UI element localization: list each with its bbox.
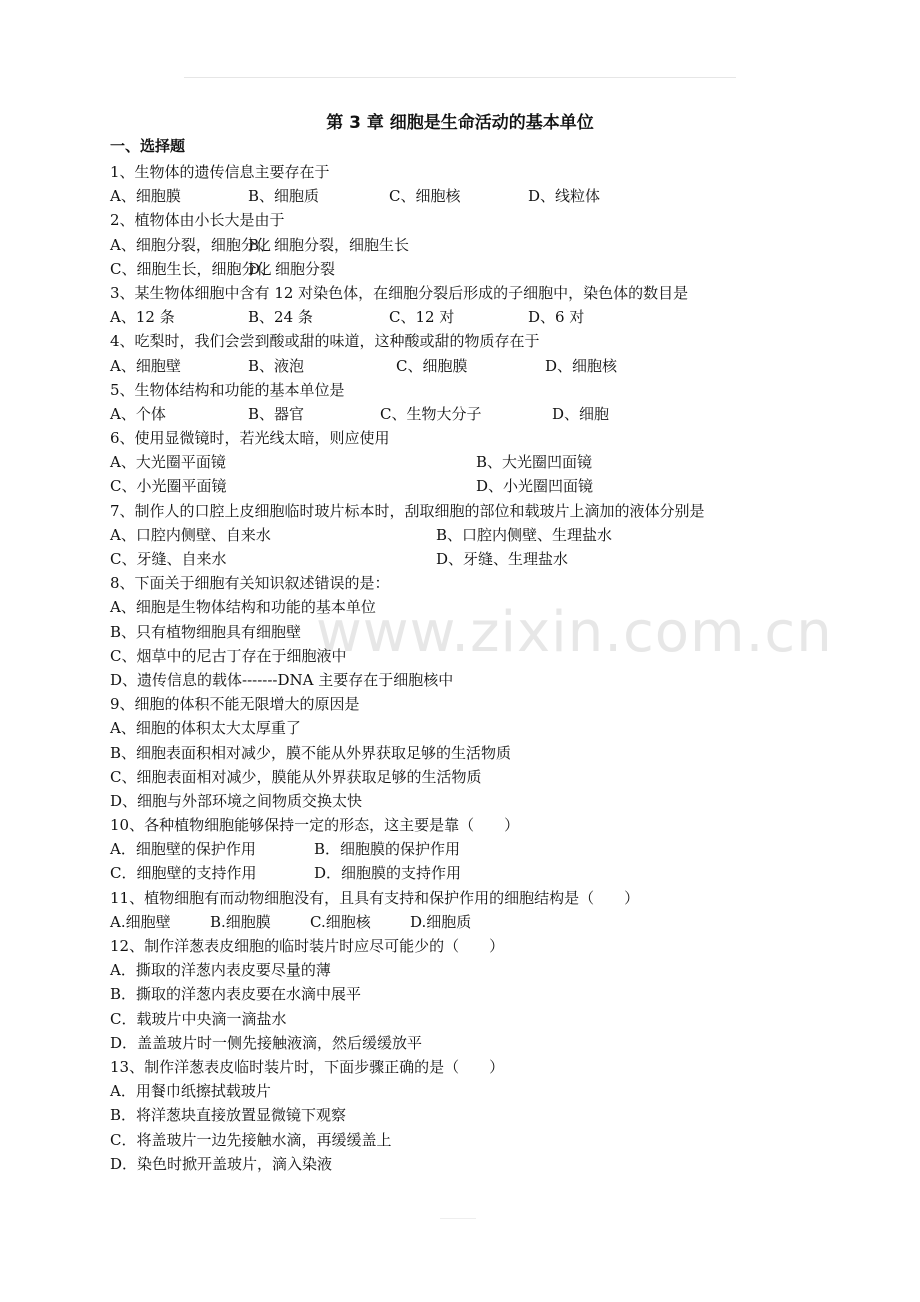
option-text: A、大光圈平面镜 bbox=[110, 453, 226, 472]
text-line bbox=[110, 1128, 790, 1152]
option-text: C、12 对 bbox=[389, 308, 455, 327]
option-text: A、细胞分裂，细胞分化 bbox=[110, 235, 271, 254]
line-text: 8、下面关于细胞有关知识叙述错误的是： bbox=[110, 574, 390, 593]
line-text: A、细胞是生物体结构和功能的基本单位 bbox=[110, 598, 376, 617]
option-row bbox=[110, 910, 790, 934]
line-text: 1、生物体的遗传信息主要存在于 bbox=[110, 163, 330, 181]
line-text: A．撕取的洋葱内表皮要尽量的薄 bbox=[110, 961, 331, 980]
text-line bbox=[110, 813, 790, 837]
option-text: A、细胞膜 bbox=[110, 187, 181, 206]
text-line bbox=[110, 1031, 790, 1055]
line-text: B、只有植物细胞具有细胞壁 bbox=[110, 622, 302, 641]
option-text: C、细胞生长，细胞分化 bbox=[110, 259, 272, 278]
option-text: D．细胞膜的支持作用 bbox=[314, 864, 462, 883]
option-text: A．细胞壁的保护作用 bbox=[110, 840, 256, 859]
line-text: C．载玻片中央滴一滴盐水 bbox=[110, 1009, 287, 1028]
line-text: 10、各种植物细胞能够保持一定的形态，这主要是靠（ ） bbox=[110, 816, 520, 835]
line-text: A．用餐巾纸擦拭载玻片 bbox=[110, 1082, 271, 1101]
section-heading: 一、选择题 bbox=[110, 137, 186, 155]
text-line bbox=[110, 716, 790, 740]
text-line bbox=[110, 644, 790, 668]
option-row bbox=[110, 257, 790, 281]
option-text: B、液泡 bbox=[248, 356, 305, 375]
option-row bbox=[110, 450, 790, 474]
line-text: 13、制作洋葱表皮临时装片时，下面步骤正确的是（ ） bbox=[110, 1057, 505, 1076]
text-line bbox=[110, 692, 790, 716]
text-line bbox=[110, 1007, 790, 1031]
line-text: D．染色时掀开盖玻片，滴入染液 bbox=[110, 1154, 333, 1173]
text-line bbox=[110, 571, 790, 595]
header-rule bbox=[184, 77, 736, 78]
option-text: B、细胞质 bbox=[248, 187, 320, 206]
page-title: 第 3 章 细胞是生命活动的基本单位 bbox=[326, 113, 594, 133]
text-line bbox=[110, 620, 790, 644]
option-text: B、器官 bbox=[248, 404, 305, 423]
option-text: C、细胞核 bbox=[389, 187, 461, 206]
line-text: 3、某生物体细胞中含有 12 对染色体，在细胞分裂后形成的子细胞中，染色体的数目是 bbox=[110, 283, 689, 302]
option-row bbox=[110, 184, 790, 208]
text-line bbox=[110, 958, 790, 982]
option-text: C、牙缝、自来水 bbox=[110, 550, 227, 568]
line-text: B．撕取的洋葱内表皮要在水滴中展平 bbox=[110, 985, 362, 1004]
text-line bbox=[110, 982, 790, 1006]
option-text: C.细胞核 bbox=[310, 912, 371, 931]
line-text: 9、细胞的体积不能无限增大的原因是 bbox=[110, 695, 360, 714]
footer-mark bbox=[440, 1218, 476, 1219]
text-line bbox=[110, 499, 790, 523]
line-text: 5、生物体结构和功能的基本单位是 bbox=[110, 380, 345, 399]
text-line bbox=[110, 595, 790, 619]
text-line bbox=[110, 329, 790, 353]
line-text: 4、吃梨时，我们会尝到酸或甜的味道，这种酸或甜的物质存在于 bbox=[110, 332, 540, 351]
text-line bbox=[110, 1055, 790, 1079]
option-text: B、口腔内侧壁、生理盐水 bbox=[436, 525, 613, 544]
text-line bbox=[110, 281, 790, 305]
text-line bbox=[110, 886, 790, 910]
line-text: A、细胞的体积太大太厚重了 bbox=[110, 719, 301, 738]
text-line bbox=[110, 765, 790, 789]
line-text: D、遗传信息的载体-------DNA 主要存在于细胞核中 bbox=[110, 670, 454, 689]
line-text: 7、制作人的口腔上皮细胞临时玻片标本时，刮取细胞的部位和载玻片上滴加的液体分别是 bbox=[110, 501, 705, 520]
option-text: B.细胞膜 bbox=[210, 912, 271, 931]
line-text: 6、使用显微镜时，若光线太暗，则应使用 bbox=[110, 429, 390, 448]
text-line bbox=[110, 426, 790, 450]
text-line bbox=[110, 1152, 790, 1176]
text-line bbox=[110, 160, 790, 184]
option-text: B．细胞膜的保护作用 bbox=[314, 840, 461, 859]
option-row bbox=[110, 861, 790, 885]
option-row bbox=[110, 354, 790, 378]
text-line bbox=[110, 668, 790, 692]
option-text: C、细胞膜 bbox=[396, 356, 468, 375]
option-text: D.细胞质 bbox=[410, 912, 472, 931]
option-text: A、个体 bbox=[110, 404, 166, 423]
text-line bbox=[110, 208, 790, 232]
option-text: B、细胞分裂，细胞生长 bbox=[248, 235, 410, 254]
line-text: C、细胞表面相对减少，膜能从外界获取足够的生活物质 bbox=[110, 767, 482, 786]
option-text: D、细胞分裂 bbox=[248, 259, 336, 278]
option-text: A、口腔内侧壁、自来水 bbox=[110, 525, 271, 544]
option-row bbox=[110, 402, 790, 426]
option-row bbox=[110, 547, 790, 571]
option-text: D、牙缝、生理盐水 bbox=[436, 550, 569, 568]
line-text: D、细胞与外部环境之间物质交换太快 bbox=[110, 791, 363, 810]
option-row bbox=[110, 233, 790, 257]
option-row bbox=[110, 305, 790, 329]
option-text: D、6 对 bbox=[528, 308, 585, 327]
option-row bbox=[110, 474, 790, 498]
line-text: D．盖盖玻片时一侧先接触液滴，然后缓缓放平 bbox=[110, 1033, 423, 1052]
line-text: B．将洋葱块直接放置显微镜下观察 bbox=[110, 1106, 347, 1125]
option-text: B、大光圈凹面镜 bbox=[476, 453, 593, 472]
option-text: D、小光圈凹面镜 bbox=[476, 477, 594, 496]
option-text: D、细胞核 bbox=[545, 356, 618, 375]
line-text: B、细胞表面积相对减少，膜不能从外界获取足够的生活物质 bbox=[110, 743, 512, 762]
option-row bbox=[110, 523, 790, 547]
option-row bbox=[110, 837, 790, 861]
line-text: 12、制作洋葱表皮细胞的临时装片时应尽可能少的（ ） bbox=[110, 937, 505, 955]
option-text: A、12 条 bbox=[110, 308, 175, 327]
option-text: D、线粒体 bbox=[528, 187, 601, 206]
text-line bbox=[110, 789, 790, 813]
text-line bbox=[110, 1103, 790, 1127]
watermark: www.zixin.com.cn bbox=[316, 600, 833, 665]
option-text: C、生物大分子 bbox=[380, 404, 482, 423]
option-text: C、小光圈平面镜 bbox=[110, 477, 227, 496]
option-text: C．细胞壁的支持作用 bbox=[110, 864, 257, 883]
text-line bbox=[110, 1079, 790, 1103]
text-line bbox=[110, 378, 790, 402]
text-line bbox=[110, 741, 790, 765]
text-line bbox=[110, 934, 790, 958]
line-text: C、烟草中的尼古丁存在于细胞液中 bbox=[110, 646, 347, 665]
line-text: C．将盖玻片一边先接触水滴，再缓缓盖上 bbox=[110, 1130, 392, 1149]
option-text: A、细胞壁 bbox=[110, 356, 181, 375]
line-text: 11、植物细胞有而动物细胞没有，且具有支持和保护作用的细胞结构是（ ） bbox=[110, 888, 640, 907]
option-text: B、24 条 bbox=[248, 308, 313, 327]
question-list bbox=[110, 160, 790, 1176]
option-text: A.细胞壁 bbox=[110, 912, 171, 931]
option-text: D、细胞 bbox=[552, 404, 610, 423]
line-text: 2、植物体由小长大是由于 bbox=[110, 211, 285, 230]
